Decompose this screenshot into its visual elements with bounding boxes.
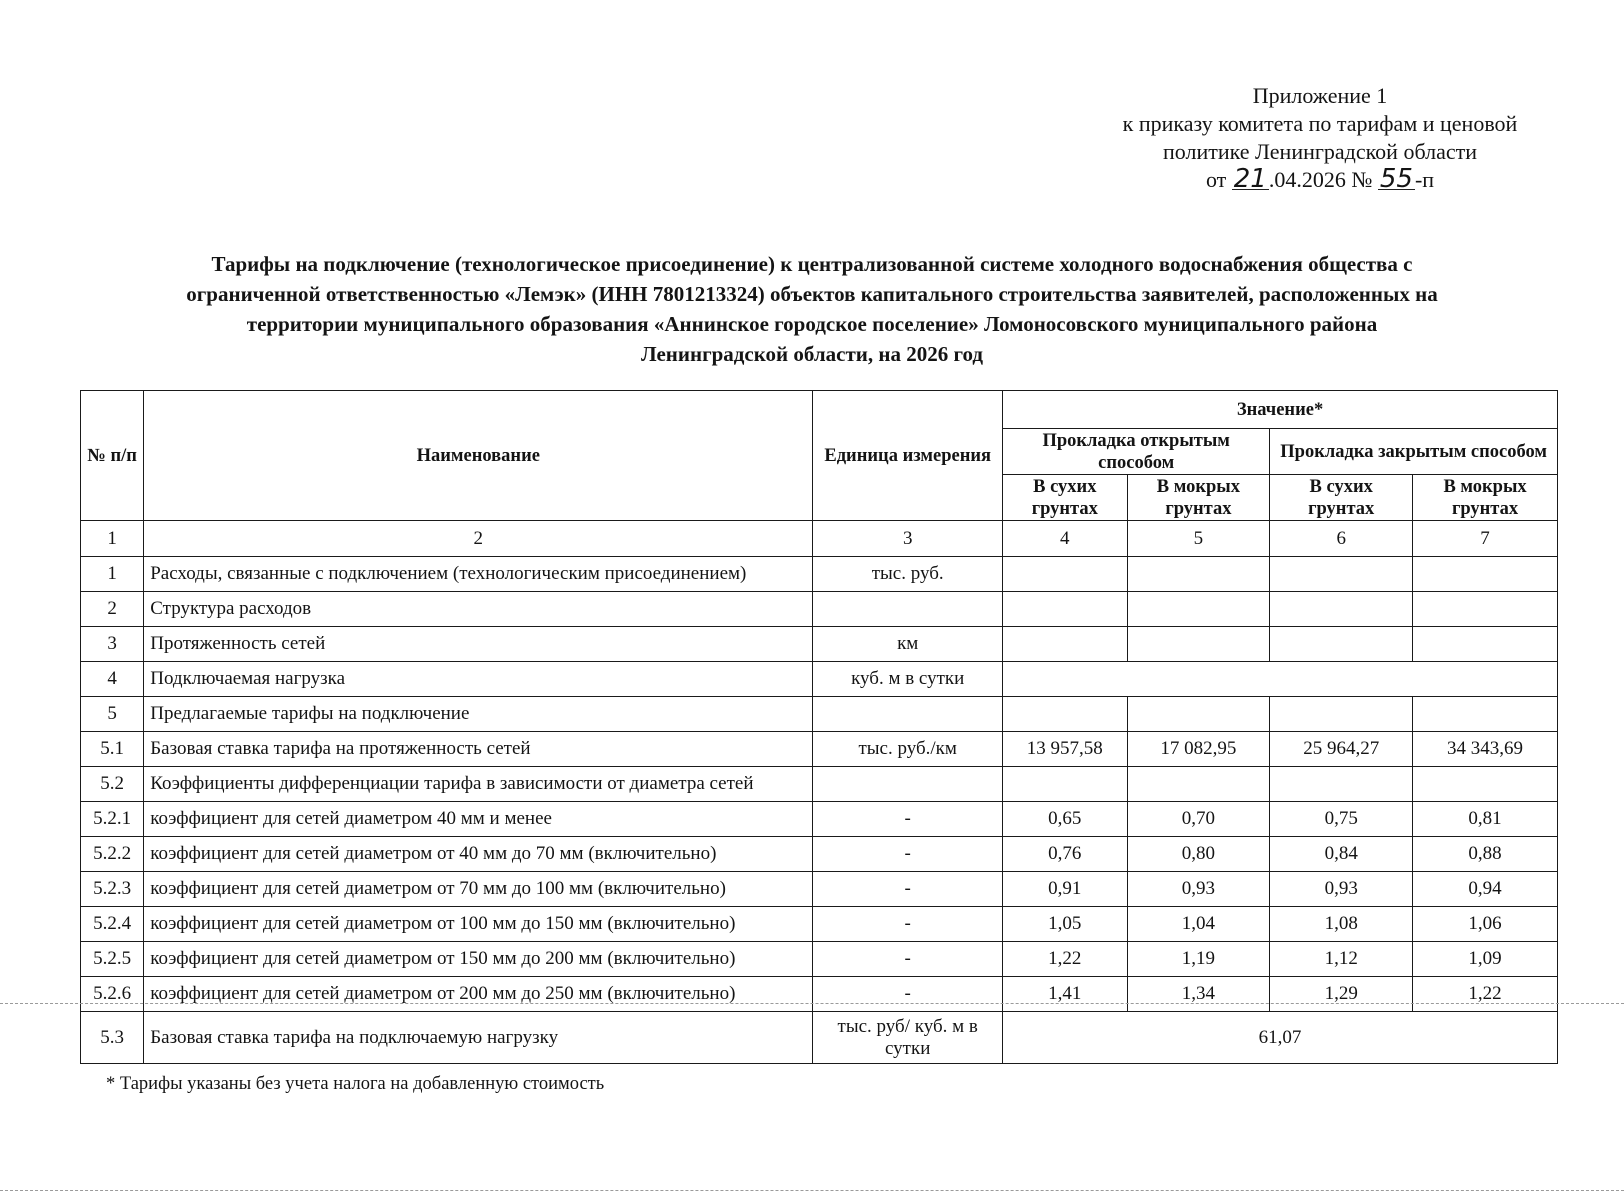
- row-unit-cell: [813, 697, 1003, 732]
- row-unit-cell: -: [813, 907, 1003, 942]
- row-value-cell: [1003, 627, 1127, 662]
- row-value-cell: 1,04: [1127, 907, 1270, 942]
- row-value-cell: 0,91: [1003, 872, 1127, 907]
- handwritten-day: 21: [1233, 164, 1267, 194]
- row-name-cell: Базовая ставка тарифа на подключаемую нагрузку: [144, 1012, 813, 1064]
- table-row: [81, 837, 1558, 872]
- table-row: [81, 662, 1558, 697]
- row-value-cell: 0,93: [1127, 872, 1270, 907]
- row-name-cell: коэффициент для сетей диаметром от 100 мм до 150 мм (включительно): [144, 907, 813, 942]
- row-unit-cell: -: [813, 977, 1003, 1012]
- table-row: [81, 907, 1558, 942]
- header-name: Наименование: [144, 391, 813, 521]
- row-name-cell: Предлагаемые тарифы на подключение: [144, 697, 813, 732]
- row-unit-cell: -: [813, 802, 1003, 837]
- header-open-dry: В сухих грунтах: [1003, 475, 1127, 521]
- header-unit: Единица измерения: [813, 391, 1003, 521]
- row-name-cell: коэффициент для сетей диаметром от 200 мм до 250 мм (включительно): [144, 977, 813, 1012]
- table-row: [81, 697, 1558, 732]
- row-value-cell: [1127, 592, 1270, 627]
- row-name-cell: Базовая ставка тарифа на протяженность сетей: [144, 732, 813, 767]
- row-name-cell: коэффициент для сетей диаметром от 40 мм до 70 мм (включительно): [144, 837, 813, 872]
- row-number-cell: 3: [81, 627, 144, 662]
- row-value-cell: 1,34: [1127, 977, 1270, 1012]
- date-rest: .04.2026 №: [1268, 167, 1373, 192]
- row-number-cell: 5.2: [81, 767, 144, 802]
- row-name-cell: коэффициент для сетей диаметром от 70 мм до 100 мм (включительно): [144, 872, 813, 907]
- row-value-cell: 1,09: [1413, 942, 1558, 977]
- title-line-3: территории муниципального образования «Аннинское городское поселение» Ломоносовского муниципального района: [246, 312, 1378, 336]
- appendix-block: [1090, 82, 1550, 194]
- handwritten-order-number: 55: [1379, 164, 1413, 194]
- row-name-cell: Протяженность сетей: [144, 627, 813, 662]
- table-row: [81, 627, 1558, 662]
- row-number-cell: 5.2.6: [81, 977, 144, 1012]
- row-number-cell: 2: [81, 592, 144, 627]
- row-unit-cell: -: [813, 837, 1003, 872]
- title-line-1: Тарифы на подключение (технологическое присоединение) к централизованной системе холодного водоснабжения общества с: [211, 252, 1413, 276]
- row-value-cell: [1127, 557, 1270, 592]
- row-value-cell: [1413, 592, 1558, 627]
- table-row: [81, 557, 1558, 592]
- row-unit-cell: км: [813, 627, 1003, 662]
- row-value-cell: [1003, 557, 1127, 592]
- row-number-cell: 1: [81, 557, 144, 592]
- table-row: [81, 767, 1558, 802]
- appendix-order-ref: к приказу комитета по тарифам и ценовой: [1122, 111, 1518, 136]
- row-unit-cell: тыс. руб.: [813, 557, 1003, 592]
- row-number-cell: 4: [81, 662, 144, 697]
- row-number-cell: 5.1: [81, 732, 144, 767]
- row-value-cell: [1003, 767, 1127, 802]
- row-number-cell: 5.2.4: [81, 907, 144, 942]
- table-row: [81, 872, 1558, 907]
- row-value-cell: 1,29: [1270, 977, 1413, 1012]
- row-number-cell: 5.2.1: [81, 802, 144, 837]
- row-value-cell: 0,75: [1270, 802, 1413, 837]
- table-body: [81, 557, 1558, 1064]
- row-value-cell: [1003, 697, 1127, 732]
- column-number-cell: 6: [1270, 521, 1413, 557]
- column-number-cell: 3: [813, 521, 1003, 557]
- row-value-cell: 0,65: [1003, 802, 1127, 837]
- row-value-cell: 0,84: [1270, 837, 1413, 872]
- row-value-cell: 13 957,58: [1003, 732, 1127, 767]
- scan-artifact-line: [0, 1190, 1624, 1191]
- table-row: [81, 732, 1558, 767]
- column-number-cell: 1: [81, 521, 144, 557]
- row-value-cell: [1270, 697, 1413, 732]
- row-value-cell: 1,08: [1270, 907, 1413, 942]
- title-line-4: Ленинградской области, на 2026 год: [640, 342, 984, 366]
- header-open-method: Прокладка открытым способом: [1003, 429, 1270, 475]
- order-suffix: -п: [1414, 167, 1435, 192]
- appendix-committee: политике Ленинградской области: [1162, 139, 1477, 164]
- row-value-cell: [1413, 557, 1558, 592]
- row-name-cell: Расходы, связанные с подключением (технологическим присоединением): [144, 557, 813, 592]
- row-merged-value-cell: [1003, 662, 1558, 697]
- row-value-cell: 1,41: [1003, 977, 1127, 1012]
- row-value-cell: [1127, 767, 1270, 802]
- row-value-cell: 0,76: [1003, 837, 1127, 872]
- column-number-row: [81, 521, 1558, 557]
- header-closed-dry: В сухих грунтах: [1270, 475, 1413, 521]
- row-merged-value-cell: 61,07: [1003, 1012, 1558, 1064]
- table-row: [81, 592, 1558, 627]
- row-value-cell: [1270, 557, 1413, 592]
- tariffs-table: [80, 390, 1558, 1064]
- row-value-cell: [1127, 697, 1270, 732]
- row-number-cell: 5: [81, 697, 144, 732]
- row-value-cell: 0,93: [1270, 872, 1413, 907]
- row-value-cell: [1270, 627, 1413, 662]
- row-value-cell: 1,06: [1413, 907, 1558, 942]
- row-number-cell: 5.2.2: [81, 837, 144, 872]
- row-value-cell: 0,94: [1413, 872, 1558, 907]
- row-value-cell: 1,22: [1413, 977, 1558, 1012]
- scan-artifact-line: [0, 1003, 1624, 1004]
- title-line-2: ограниченной ответственностью «Лемэк» (ИНН 7801213324) объектов капитального строительства заявителей, расположенных на: [186, 282, 1438, 306]
- column-number-cell: 7: [1413, 521, 1558, 557]
- row-name-cell: Коэффициенты дифференциации тарифа в зависимости от диаметра сетей: [144, 767, 813, 802]
- row-name-cell: Структура расходов: [144, 592, 813, 627]
- row-value-cell: 0,70: [1127, 802, 1270, 837]
- row-name-cell: Подключаемая нагрузка: [144, 662, 813, 697]
- header-num: № п/п: [81, 391, 144, 521]
- header-closed-wet: В мокрых грунтах: [1413, 475, 1558, 521]
- row-value-cell: 1,19: [1127, 942, 1270, 977]
- row-number-cell: 5.2.3: [81, 872, 144, 907]
- row-unit-cell: -: [813, 872, 1003, 907]
- row-value-cell: [1413, 767, 1558, 802]
- row-unit-cell: [813, 592, 1003, 627]
- row-value-cell: [1413, 697, 1558, 732]
- row-value-cell: 17 082,95: [1127, 732, 1270, 767]
- header-closed-method: Прокладка закрытым способом: [1270, 429, 1558, 475]
- header-value: Значение*: [1003, 391, 1558, 429]
- table-row: [81, 1012, 1558, 1064]
- row-number-cell: 5.2.5: [81, 942, 144, 977]
- row-value-cell: 25 964,27: [1270, 732, 1413, 767]
- column-number-cell: 4: [1003, 521, 1127, 557]
- column-number-cell: 5: [1127, 521, 1270, 557]
- header-open-wet: В мокрых грунтах: [1127, 475, 1270, 521]
- row-unit-cell: [813, 767, 1003, 802]
- row-value-cell: 0,80: [1127, 837, 1270, 872]
- document-title: [100, 249, 1524, 369]
- row-value-cell: 1,22: [1003, 942, 1127, 977]
- row-value-cell: [1003, 592, 1127, 627]
- row-value-cell: [1127, 627, 1270, 662]
- table-row: [81, 802, 1558, 837]
- row-value-cell: 1,05: [1003, 907, 1127, 942]
- column-number-cell: 2: [144, 521, 813, 557]
- date-prefix: от: [1205, 167, 1227, 192]
- row-value-cell: 0,81: [1413, 802, 1558, 837]
- row-value-cell: [1270, 592, 1413, 627]
- row-value-cell: 34 343,69: [1413, 732, 1558, 767]
- appendix-title: Приложение 1: [1252, 83, 1388, 108]
- row-unit-cell: -: [813, 942, 1003, 977]
- row-value-cell: 1,12: [1270, 942, 1413, 977]
- table-row: [81, 942, 1558, 977]
- row-unit-cell: тыс. руб./км: [813, 732, 1003, 767]
- row-unit-cell: куб. м в сутки: [813, 662, 1003, 697]
- footnote: * Тарифы указаны без учета налога на добавленную стоимость: [106, 1074, 605, 1094]
- row-value-cell: 0,88: [1413, 837, 1558, 872]
- row-number-cell: 5.3: [81, 1012, 144, 1064]
- row-name-cell: коэффициент для сетей диаметром от 150 мм до 200 мм (включительно): [144, 942, 813, 977]
- row-value-cell: [1413, 627, 1558, 662]
- row-name-cell: коэффициент для сетей диаметром 40 мм и менее: [144, 802, 813, 837]
- table-row: [81, 977, 1558, 1012]
- row-unit-cell: тыс. руб/ куб. м в сутки: [813, 1012, 1003, 1064]
- appendix-date-line: [1090, 166, 1550, 194]
- row-value-cell: [1270, 767, 1413, 802]
